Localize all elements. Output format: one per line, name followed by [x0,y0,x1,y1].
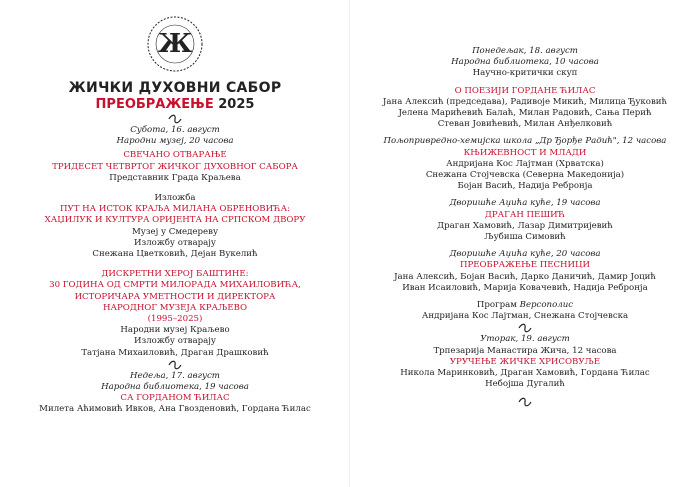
courtyard1-title: ДРАГАН ПЕШИЋ [484,209,566,220]
poetry-names-3: Стеван Јовићевић, Милан Анђелковић [437,119,613,130]
courtyard1-place: Дворишће Аџића куће, 19 часова [449,198,601,209]
school-names-3: Бојан Васић, Надија Ребронја [457,181,593,192]
flourish-icon [517,396,533,408]
day4-names-2: Небојша Дугалић [485,379,565,390]
subtitle-word: ПРЕОБРАЖЕЊЕ [95,97,214,112]
day2-date: Недеља, 17. август [130,370,220,381]
right-page [350,0,700,487]
exhibition1-title-2: ХАЏИЛУК И КУЛТУРА ОРИЈЕНТА НА СРПСКОМ ДВОРУ [44,215,306,226]
day3-type: Научно-критички скуп [472,68,578,79]
festival-title: ЖИЧКИ ДУХОВНИ САБОР [68,80,282,96]
flourish-icon [167,113,183,125]
day2-place: Народна библиотека, 19 часова [101,382,249,393]
exhibition2-title-3: ИСТОРИЧАРА УМЕТНОСТИ И ДИРЕКТОРА [74,291,276,302]
poetry-names-2: Јелена Марићевић Балаћ, Милан Радовић, Сања Перић [398,108,652,119]
school-names-1: Андријана Кос Лајтман (Хрватска) [446,158,604,169]
program-names: Андријана Кос Лајтман, Снежана Стојчевска [421,311,629,322]
courtyard1-names-2: Љубиша Симовић [484,232,566,243]
exhibition2-opens: Изложбу отварају [134,336,216,347]
courtyard2-title: ПРЕОБРАЖЕЊЕ ПЕСНИЦИ [459,260,591,271]
program-name: Версополис [519,300,574,311]
svg-text:Ж: Ж [157,29,193,59]
courtyard2-place: Дворишће Аџића куће, 20 часова [449,249,601,260]
exhibition-label: Изложба [154,193,196,204]
day2-names: Милета Аћимовић Ивков, Ана Гвозденовић, Гордана Ћилас [39,404,311,415]
opening-representative: Представник Града Краљева [109,172,241,183]
program-label: Програм [476,300,517,311]
school-place: Пољопривредно-хемијска школа „Др Ђорђе Радић", 12 часова [383,136,667,147]
exhibition2-title-4: НАРОДНОГ МУЗЕЈА КРАЉЕВО [103,302,247,313]
poetry-title: О ПОЕЗИЈИ ГОРДАНЕ ЋИЛАС [454,85,596,96]
program-line [350,300,700,311]
day3-place: Народна библиотека, 10 часова [451,57,599,68]
exhibition2-years: (1995–2025) [147,314,203,325]
opening-title-1: СВЕЧАНО ОТВАРАЊЕ [123,150,227,161]
school-title: КЊИЖЕВНОСТ И МЛАДИ [463,147,587,158]
courtyard1-names-1: Драган Хамовић, Лазар Димитријевић [437,220,613,231]
day4-title: УРУЧЕЊЕ ЖИЧКЕ ХРИСОВУЉЕ [449,356,601,367]
exhibition1-title-1: ПУТ НА ИСТОК КРАЉА МИЛАНА ОБРЕНОВИЋА: [59,204,290,215]
day4-place: Трпезарија Манастира Жича, 12 часова [433,345,617,356]
exhibition1-museum: Музеј у Смедереву [131,226,219,237]
day4-names-1: Никола Маринковић, Драган Хамовић, Гордана Ћилас [400,368,650,379]
day2-event: СА ГОРДАНОМ ЋИЛАС [120,393,230,404]
exhibition1-names: Снежана Цветковић, Дејан Вукелић [92,249,258,260]
courtyard2-names-1: Јана Алексић, Бојан Васић, Дарко Даничић, Дамир Јоцић [394,271,656,282]
exhibition2-title-2: 30 ГОДИНА ОД СМРТИ МИЛОРАДА МИХАИЛОВИЋА, [49,280,301,291]
day1-date: Субота, 16. август [130,125,220,135]
day1-place: Народни музеј, 20 часова [116,136,234,147]
poetry-names-1: Јана Алексић (председава), Радивоје Микић, Милица Ђуковић [382,96,668,107]
exhibition2-title-1: ДИСКРЕТНИ ХЕРОЈ БАШТИНЕ: [101,269,249,280]
festival-subtitle [0,97,350,113]
exhibition2-museum: Народни музеј Краљево [120,325,230,336]
school-names-2: Снежана Стојчевска (Северна Македонија) [425,170,625,181]
sabor-logo-icon [145,14,205,74]
day4-date: Уторак, 19. август [480,334,570,345]
festival-year: 2025 [218,97,255,112]
day3-date: Понедељак, 18. август [472,46,578,56]
exhibition2-names: Татјана Михаиловић, Драган Драшковић [81,347,269,358]
courtyard2-names-2: Иван Исаиловић, Марија Ковачевић, Надија Ребронја [402,282,648,293]
opening-title-2: ТРИДЕСЕТ ЧЕТВРТОГ ЖИЧКОГ ДУХОВНОГ САБОРА [52,161,298,172]
flourish-icon [517,322,533,334]
exhibition1-opens: Изложбу отварају [134,237,216,248]
flourish-icon [167,359,183,371]
